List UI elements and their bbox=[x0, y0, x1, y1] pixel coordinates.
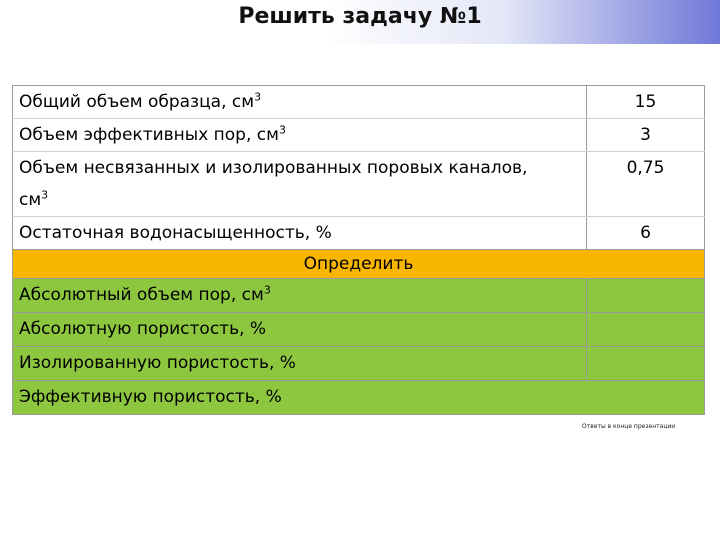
given-row bbox=[13, 86, 705, 119]
find-label: Изолированную пористость, % bbox=[13, 347, 587, 381]
given-label: Общий объем образца, $см^3$ bbox=[13, 86, 587, 119]
answer-cell bbox=[587, 381, 705, 415]
footnote: Ответы в конце презентации bbox=[582, 423, 676, 430]
answer-cell bbox=[587, 313, 705, 347]
answer-cell bbox=[587, 347, 705, 381]
find-row bbox=[13, 279, 705, 313]
given-value: 3 bbox=[587, 119, 705, 152]
find-row bbox=[13, 313, 705, 347]
given-row bbox=[13, 217, 705, 250]
given-label: Объем эффективных пор, $см^3$ bbox=[13, 119, 587, 152]
given-value: 6 bbox=[587, 217, 705, 250]
answer-cell bbox=[587, 279, 705, 313]
find-row bbox=[13, 381, 705, 415]
task-table bbox=[12, 85, 705, 415]
slide-title: Решить задачу №1 bbox=[238, 4, 482, 29]
given-label: Объем несвязанных и изолированных поровых каналов, $см^3$ bbox=[13, 152, 587, 217]
find-row bbox=[13, 347, 705, 381]
given-label: Остаточная водонасыщенность, % bbox=[13, 217, 587, 250]
find-label: Эффективную пористость, % bbox=[13, 381, 587, 415]
find-header-row bbox=[13, 250, 705, 279]
given-value: 0,75 bbox=[587, 152, 705, 217]
given-row bbox=[13, 119, 705, 152]
find-header: Определить bbox=[13, 250, 705, 279]
find-label: Абсолютный объем пор, $см^3$ bbox=[13, 279, 587, 313]
given-row bbox=[13, 152, 705, 217]
given-value: 15 bbox=[587, 86, 705, 119]
find-label: Абсолютную пористость, % bbox=[13, 313, 587, 347]
